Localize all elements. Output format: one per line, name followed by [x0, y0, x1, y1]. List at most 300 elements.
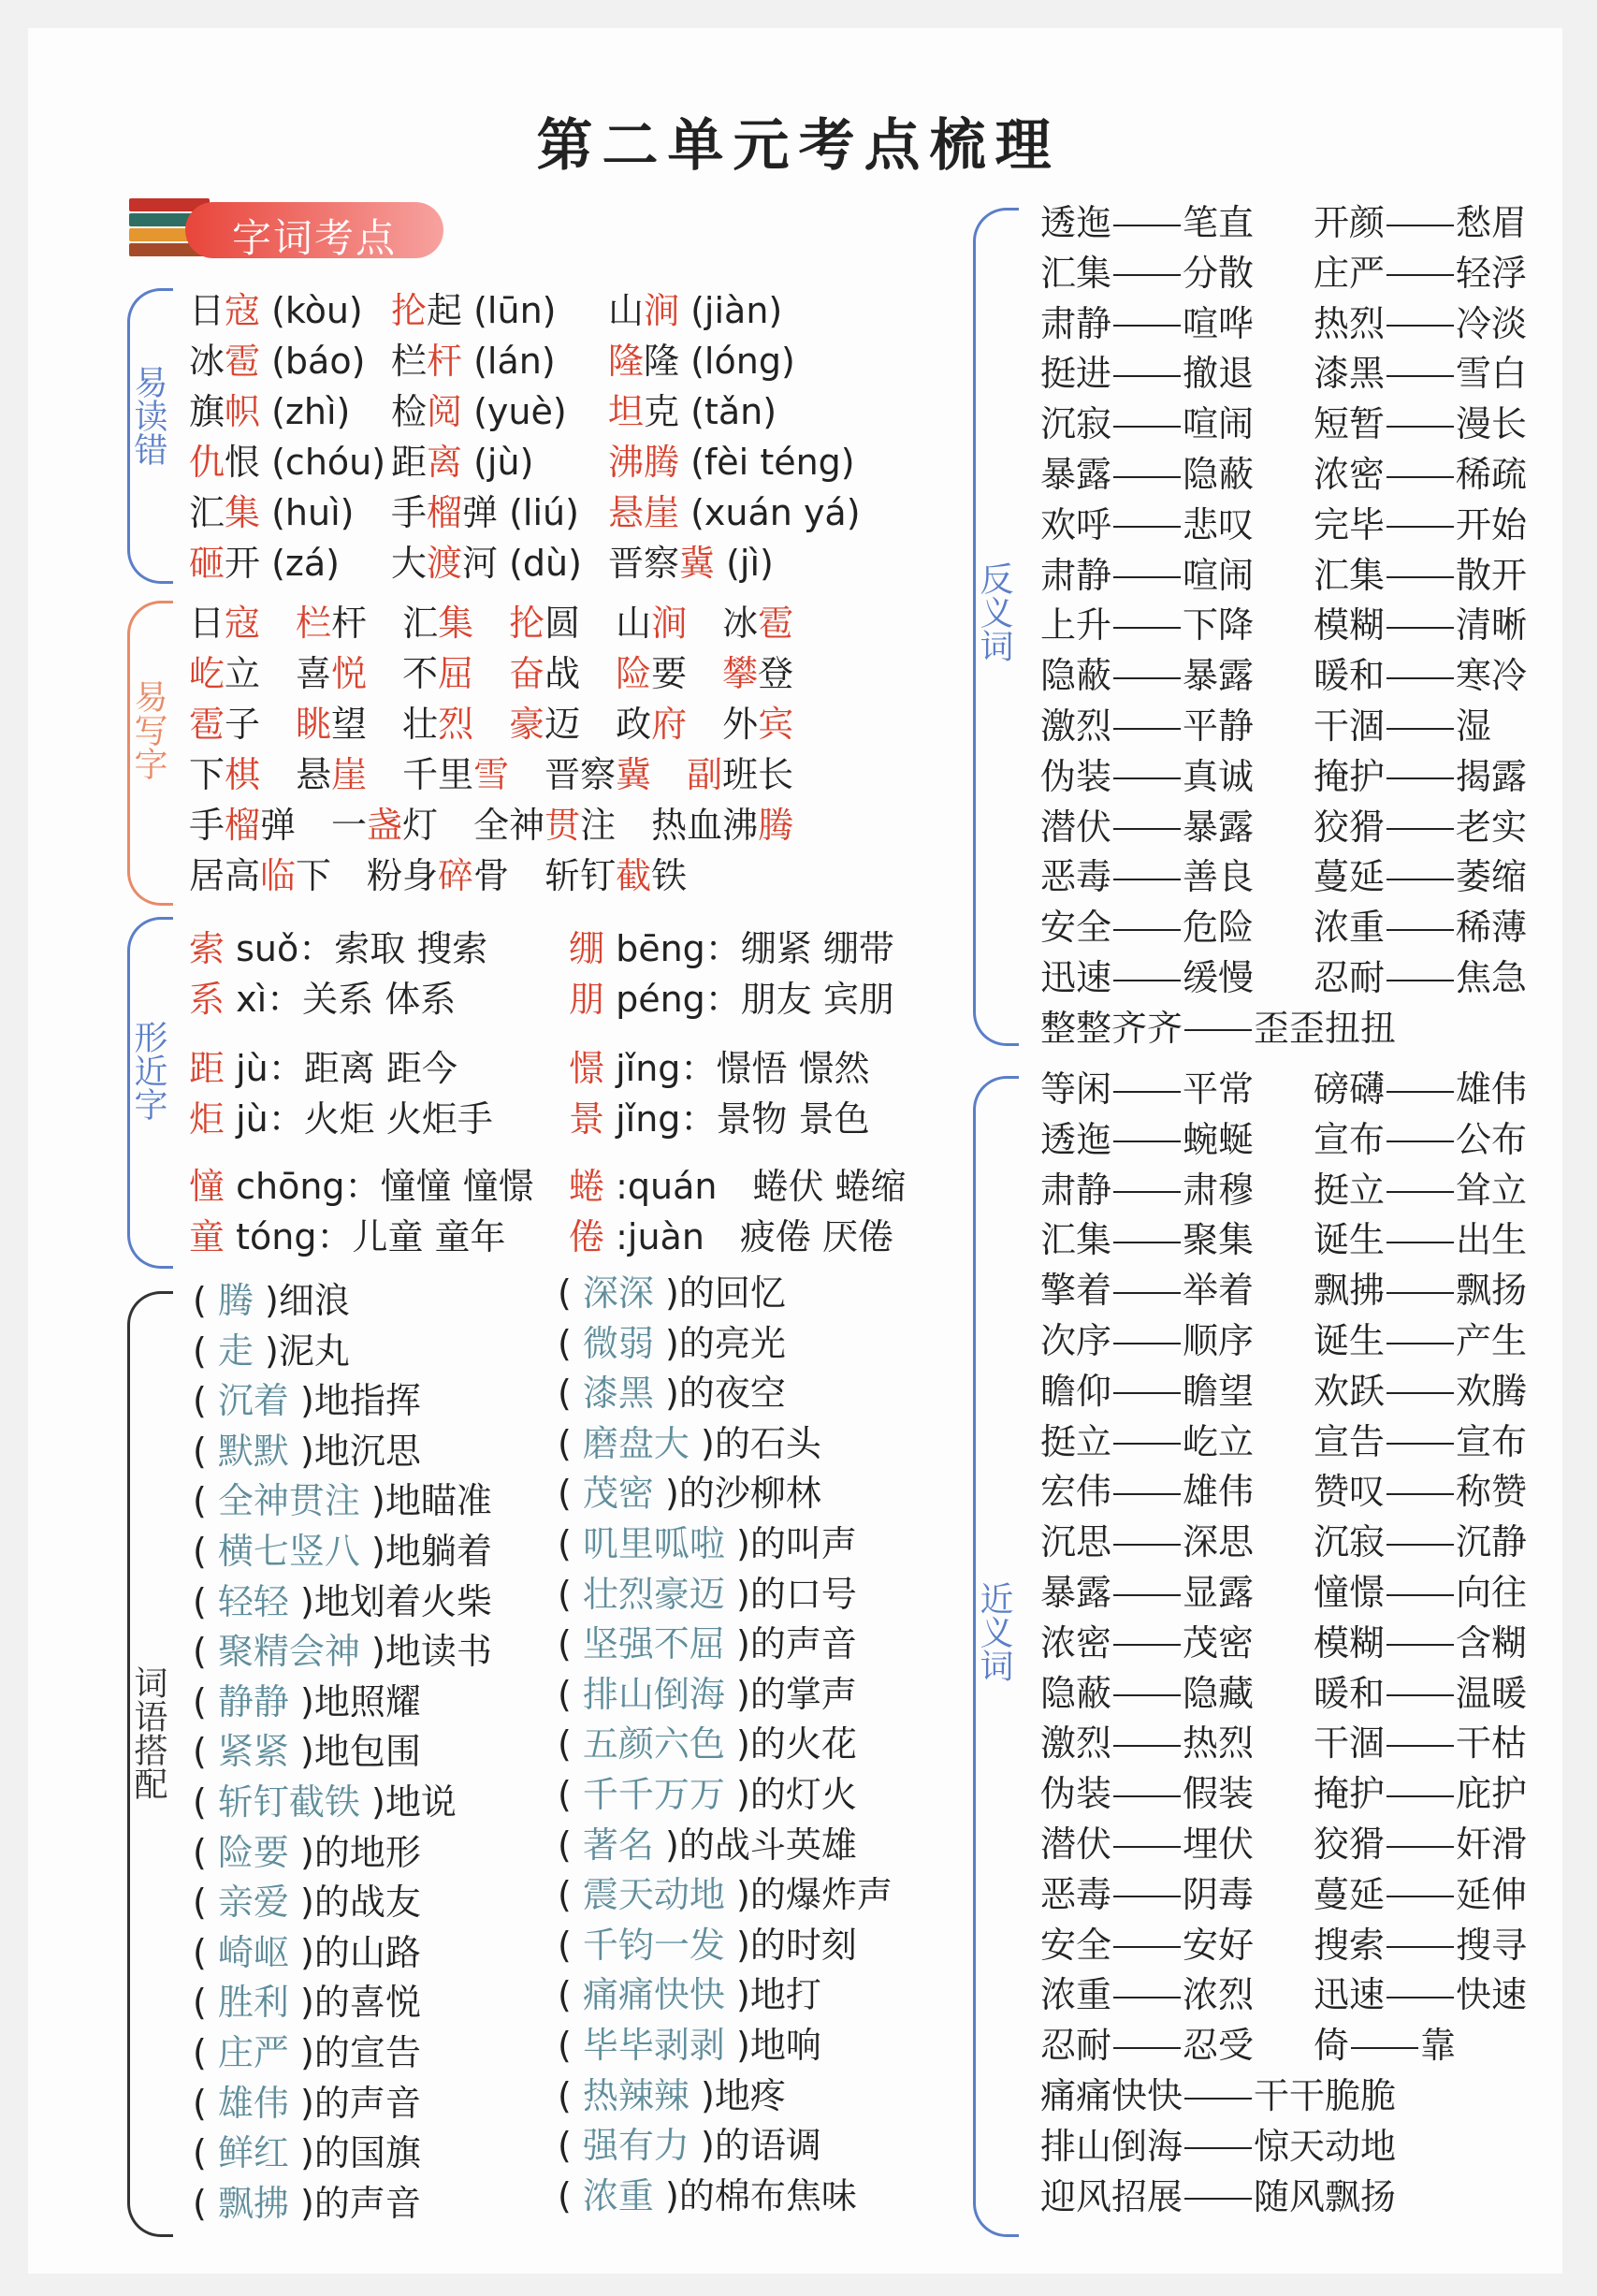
word: 歪歪扭扭 — [1254, 1007, 1397, 1049]
dash-line — [1386, 1191, 1454, 1193]
synonym-pair — [1314, 1419, 1527, 1464]
collocation-right — [558, 1872, 893, 1917]
synonym-pair — [1314, 1620, 1527, 1665]
word: 蔓延 — [1314, 1873, 1386, 1915]
plain-text: 弹 一 — [260, 805, 368, 846]
synonym-pair — [1314, 2023, 1456, 2068]
paren: ) — [288, 1680, 314, 1722]
paren: ) — [288, 1831, 314, 1873]
answer: 痛痛快快 — [582, 1974, 725, 2016]
word: 温暖 — [1456, 1672, 1528, 1714]
synonym-pair — [1314, 1067, 1527, 1112]
word: 聚集 — [1183, 1219, 1255, 1261]
dash-line — [1113, 426, 1181, 428]
word: 喧哗 — [1183, 302, 1255, 344]
plain-text — [651, 754, 687, 795]
plain-text — [473, 603, 509, 644]
phrase: 地说 — [385, 1781, 457, 1823]
collocation-right — [558, 2173, 857, 2218]
plain-text: 手 — [189, 805, 225, 846]
word: 宣告 — [1314, 1420, 1386, 1462]
collocation-left — [193, 1679, 421, 1724]
word: 散开 — [1456, 554, 1528, 596]
word: 隐藏 — [1183, 1672, 1255, 1714]
paren: ( — [193, 2182, 218, 2224]
synonym-pair — [1040, 1268, 1254, 1313]
yiducuo-item — [608, 288, 782, 333]
word: 汇集 — [1314, 554, 1386, 596]
highlight-char: 渡 — [427, 543, 463, 584]
collocation-right — [558, 1471, 821, 1516]
answer: 坚强不屈 — [582, 1623, 725, 1665]
paren: ) — [253, 1330, 279, 1372]
char: 寇 — [225, 290, 261, 331]
paren: ( — [558, 2125, 583, 2167]
xingjinzi-item — [569, 1214, 893, 1259]
pinyin: (chóu) — [260, 442, 386, 483]
dash-line — [1113, 980, 1181, 981]
label-yixiezi: 易写字 — [129, 679, 167, 780]
word: 浓重 — [1314, 907, 1386, 949]
highlight-char: 屹 — [189, 653, 225, 694]
answer: 强有力 — [582, 2125, 690, 2167]
phrase: 的喜悦 — [313, 1982, 421, 2024]
synonym-pair — [1040, 1067, 1254, 1112]
antonym-pair — [1040, 603, 1254, 647]
word: 漆黑 — [1314, 353, 1386, 395]
char: 隆 — [644, 341, 680, 382]
paren: ( — [558, 2174, 583, 2216]
highlight-char: 截 — [616, 855, 652, 896]
word: 隐蔽 — [1040, 655, 1112, 697]
word: 下降 — [1183, 604, 1255, 647]
phrase: 地包围 — [313, 1731, 421, 1773]
yiducuo-item — [608, 490, 861, 535]
answer: 千钧一发 — [582, 1924, 725, 1966]
word: 排山倒海 — [1040, 2125, 1183, 2167]
synonym-pair — [1040, 1771, 1254, 1816]
antonym-pair — [1314, 502, 1527, 547]
answer: 深深 — [582, 1272, 654, 1314]
highlight-char: 童 — [189, 1216, 225, 1257]
word: 雄伟 — [1456, 1068, 1528, 1110]
plain-text: 班长 — [722, 754, 794, 795]
word: 汇集 — [1040, 1219, 1112, 1261]
highlight-char: 栏 — [296, 603, 332, 644]
antonym-pair — [1040, 301, 1254, 346]
word: 萎缩 — [1456, 856, 1528, 898]
char: 坦 — [608, 391, 645, 432]
word: 冷淡 — [1456, 302, 1528, 344]
synonym-pair — [1314, 1519, 1527, 1564]
dash-line — [1386, 929, 1454, 931]
word: 深思 — [1183, 1521, 1255, 1563]
dash-line — [1184, 2098, 1252, 2100]
char: 冰 — [189, 341, 225, 382]
antonym-pair — [1040, 653, 1254, 698]
paren: ( — [558, 1623, 583, 1665]
synonym-pair — [1314, 1822, 1527, 1867]
word: 模糊 — [1314, 1621, 1386, 1664]
word: 延伸 — [1456, 1873, 1528, 1915]
answer: 腾 — [217, 1280, 254, 1321]
word: 上升 — [1040, 604, 1112, 647]
word: 蔓延 — [1314, 856, 1386, 898]
highlight-char: 悦 — [331, 653, 368, 694]
plain-text: 日 — [189, 603, 225, 644]
word: 漫长 — [1456, 403, 1528, 445]
paren: ) — [689, 1422, 715, 1464]
yiducuo-item — [189, 339, 365, 384]
antonym-pair — [1040, 452, 1254, 497]
explanation: xì：关系 体系 — [225, 979, 457, 1020]
highlight-char: 盏 — [367, 805, 403, 846]
dash-line — [1386, 828, 1454, 830]
xingjinzi-item — [189, 1097, 493, 1141]
word: 顺序 — [1183, 1320, 1255, 1361]
word: 安好 — [1183, 1924, 1255, 1966]
phrase: 的口号 — [749, 1573, 857, 1615]
synonym-pair — [1040, 1469, 1254, 1514]
word: 忍受 — [1183, 2025, 1255, 2067]
plain-text: 杆 汇 — [331, 603, 439, 644]
word: 真诚 — [1183, 755, 1255, 797]
word: 悲叹 — [1183, 503, 1255, 545]
word: 公布 — [1456, 1118, 1528, 1160]
word: 善良 — [1183, 856, 1255, 898]
highlight-char: 奋 — [509, 653, 545, 694]
word: 搜索 — [1314, 1924, 1386, 1966]
word: 透迤 — [1040, 202, 1112, 243]
dash-line — [1113, 1594, 1181, 1596]
highlight-char: 憧 — [189, 1166, 225, 1207]
synonym-pair — [1314, 1168, 1527, 1213]
dash-line — [1113, 1443, 1181, 1445]
answer: 聚精会神 — [217, 1631, 360, 1673]
antonym-pair — [1314, 351, 1527, 396]
word: 宣布 — [1456, 1420, 1528, 1462]
paren: ( — [558, 1422, 583, 1464]
antonym-pair — [1314, 955, 1527, 1000]
synonym-pair — [1314, 1117, 1527, 1162]
paren: ) — [288, 2182, 314, 2224]
word: 宣布 — [1314, 1118, 1386, 1160]
label-yiducuo: 易读错 — [129, 365, 167, 466]
answer: 微弱 — [582, 1322, 654, 1364]
char: 汇 — [189, 492, 225, 533]
synonym-pair — [1314, 1469, 1527, 1514]
word: 沉寂 — [1314, 1521, 1386, 1563]
word: 老实 — [1456, 806, 1528, 848]
plain-text: 不 — [367, 653, 439, 694]
highlight-char: 景 — [569, 1098, 605, 1140]
paren: ) — [288, 1380, 314, 1422]
xingjinzi-item — [189, 1214, 506, 1259]
synonym-pair — [1040, 2073, 1396, 2118]
yiducuo-item — [189, 389, 350, 434]
xingjinzi-item — [189, 926, 487, 971]
pinyin: (lūn) — [462, 290, 557, 331]
paren: ) — [288, 1882, 314, 1924]
plain-text: 要 — [651, 653, 723, 694]
plain-char: 手 — [391, 492, 428, 533]
collocation-left — [193, 1729, 421, 1774]
synonym-pair — [1040, 1620, 1254, 1665]
dash-line — [1386, 1443, 1454, 1445]
char: 帜 — [225, 391, 261, 432]
highlight-char: 眺 — [296, 704, 332, 745]
word: 干涸 — [1314, 1722, 1386, 1765]
yixiezi-row — [189, 752, 793, 797]
word: 忍耐 — [1040, 2025, 1112, 2067]
collocation-right — [558, 2023, 821, 2068]
highlight-char: 榴 — [427, 492, 463, 533]
yixiezi-row — [189, 803, 793, 848]
explanation: :quán 蜷伏 蜷缩 — [604, 1166, 907, 1207]
word: 潜伏 — [1040, 1824, 1112, 1865]
synonym-pair — [1314, 1217, 1527, 1262]
yiducuo-item — [391, 440, 533, 485]
highlight-char: 豪 — [509, 704, 545, 745]
synonym-pair — [1314, 1671, 1527, 1716]
antonym-pair — [1314, 704, 1491, 748]
paren: ( — [558, 1322, 583, 1364]
highlight-char: 雪 — [473, 754, 510, 795]
plain-text: 冰 — [687, 603, 759, 644]
phrase: 的战友 — [313, 1882, 421, 1924]
pinyin: (kòu) — [260, 290, 363, 331]
answer: 全神贯注 — [217, 1480, 360, 1522]
dash-line — [1386, 1292, 1454, 1294]
word: 庄严 — [1314, 252, 1386, 294]
antonym-pair — [1040, 905, 1254, 950]
char: 日 — [189, 290, 225, 331]
plain-text: 注 热血沸 — [580, 805, 759, 846]
collocation-right — [558, 1621, 857, 1666]
word: 伪装 — [1040, 755, 1112, 797]
synonym-pair — [1040, 2023, 1254, 2068]
dash-line — [1386, 1795, 1454, 1797]
word: 危险 — [1183, 907, 1255, 949]
paren: ) — [288, 2082, 314, 2124]
paren: ( — [558, 1824, 583, 1866]
dash-line — [1386, 777, 1454, 779]
pinyin: (tǎn) — [679, 391, 777, 432]
word: 透迤 — [1040, 1118, 1112, 1160]
phrase: 地指挥 — [313, 1380, 421, 1422]
paren: ) — [359, 1480, 385, 1522]
word: 愁眉 — [1456, 202, 1528, 243]
synonym-pair — [1314, 1771, 1527, 1816]
highlight-char: 攀 — [722, 653, 759, 694]
yiducuo-item — [391, 541, 582, 586]
pinyin: (jì) — [715, 543, 774, 584]
collocation-right — [558, 2073, 786, 2118]
phrase: 的声音 — [313, 2182, 421, 2224]
paren: ) — [288, 1580, 314, 1622]
char: 恨 — [225, 442, 261, 483]
paren: ( — [558, 1924, 583, 1966]
word: 磅礴 — [1314, 1068, 1386, 1110]
pinyin: (jù) — [462, 442, 534, 483]
highlight-char: 雹 — [189, 704, 225, 745]
antonym-pair — [1314, 905, 1527, 950]
collocation-left — [193, 1278, 350, 1323]
synonym-pair — [1314, 1721, 1527, 1766]
pinyin: (fèi téng) — [679, 442, 855, 483]
highlight-char: 贯 — [544, 805, 581, 846]
pinyin: 弹 (liú) — [462, 492, 579, 533]
antonym-pair — [1040, 805, 1254, 850]
highlight-char: 烈 — [438, 704, 474, 745]
antonym-pair — [1314, 251, 1527, 296]
word: 开颜 — [1314, 202, 1386, 243]
word: 狡猾 — [1314, 806, 1386, 848]
yixiezi-row — [189, 651, 793, 696]
dash-line — [1113, 1392, 1181, 1394]
highlight-char: 集 — [438, 603, 474, 644]
plain-char: 大 — [391, 543, 428, 584]
explanation: tóng：儿童 童年 — [225, 1216, 506, 1257]
highlight-char: 寇 — [225, 603, 261, 644]
collocation-left — [193, 1980, 421, 2025]
dash-line — [1386, 1745, 1454, 1747]
highlight-char: 碎 — [438, 855, 474, 896]
paren: ) — [359, 1531, 385, 1572]
collocation-left — [193, 2181, 421, 2226]
word: 随风飘扬 — [1254, 2175, 1397, 2217]
dash-line — [1184, 1029, 1252, 1031]
highlight-char: 悬崖 — [608, 492, 680, 533]
word: 显露 — [1183, 1572, 1255, 1613]
word: 分散 — [1183, 252, 1255, 294]
highlight-char: 冀 — [616, 754, 652, 795]
word: 屹立 — [1183, 1420, 1255, 1462]
word: 肃静 — [1040, 1169, 1112, 1211]
antonym-pair — [1040, 704, 1254, 748]
plain-text — [473, 704, 509, 745]
highlight-char: 索 — [189, 928, 225, 969]
phrase: 的声音 — [749, 1623, 857, 1665]
word: 暴露 — [1040, 454, 1112, 495]
paren: ( — [193, 1280, 218, 1321]
word: 平静 — [1183, 705, 1255, 747]
char: 栏 — [391, 341, 428, 382]
char: 阅 — [427, 391, 463, 432]
paren: ( — [193, 1731, 218, 1773]
word: 雄伟 — [1183, 1471, 1255, 1513]
antonym-pair — [1314, 754, 1527, 799]
paren: ) — [689, 2074, 715, 2116]
char: 检 — [391, 391, 428, 432]
word: 欢呼 — [1040, 503, 1112, 545]
highlight-char: 榴 — [225, 805, 261, 846]
word: 宏伟 — [1040, 1471, 1112, 1513]
word: 干涸 — [1314, 705, 1386, 747]
paren: ) — [359, 1631, 385, 1673]
label-fanyici: 反义词 — [975, 561, 1013, 662]
collocation-left — [193, 2130, 421, 2175]
synonym-pair — [1314, 1872, 1527, 1917]
highlight-char: 棋 — [225, 754, 261, 795]
word: 激烈 — [1040, 705, 1112, 747]
antonym-pair — [1314, 854, 1527, 899]
yiducuo-item — [189, 440, 385, 485]
yiducuo-item — [608, 339, 795, 384]
answer: 五颜六色 — [582, 1723, 725, 1766]
highlight-char: 副 — [687, 754, 723, 795]
phrase: 的回忆 — [678, 1272, 786, 1314]
answer: 斩钉截铁 — [217, 1781, 360, 1823]
paren: ( — [193, 1982, 218, 2024]
answer: 叽里呱啦 — [582, 1523, 725, 1564]
collocation-right — [558, 1972, 821, 2017]
answer: 飘拂 — [217, 2182, 289, 2224]
word: 飘扬 — [1456, 1270, 1528, 1312]
answer: 排山倒海 — [582, 1673, 725, 1715]
word: 肃静 — [1040, 554, 1112, 596]
collocation-left — [193, 1529, 492, 1574]
word: 平常 — [1183, 1068, 1255, 1110]
word: 稀薄 — [1456, 907, 1528, 949]
banner-label: 字词考点 — [232, 215, 398, 261]
yixiezi-row — [189, 702, 793, 747]
highlight-char: 炬 — [189, 1098, 225, 1140]
highlight-char: 蜷 — [569, 1166, 605, 1207]
phrase: 的石头 — [714, 1422, 821, 1464]
answer: 浓重 — [582, 2174, 654, 2216]
phrase: 的亮光 — [678, 1322, 786, 1364]
antonym-pair — [1040, 955, 1254, 1000]
plain-text: 晋察 — [509, 754, 617, 795]
dash-line — [1386, 1242, 1454, 1243]
xingjinzi-item — [189, 977, 456, 1022]
phrase: 的叫声 — [749, 1523, 857, 1564]
phrase: 的棉布焦味 — [678, 2174, 857, 2216]
dash-line — [1386, 274, 1454, 276]
paren: ) — [288, 1731, 314, 1773]
phrase: 的火花 — [749, 1723, 857, 1766]
dash-line — [1386, 728, 1454, 730]
paren: ) — [653, 1473, 679, 1515]
word: 诞生 — [1314, 1320, 1386, 1361]
label-ciyudapei: 词语搭配 — [129, 1665, 167, 1800]
paren: ( — [558, 1874, 583, 1916]
plain-text: 下 粉身 — [296, 855, 439, 896]
collocation-right — [558, 1321, 786, 1366]
word: 伪装 — [1040, 1773, 1112, 1815]
word: 激烈 — [1040, 1722, 1112, 1765]
paren: ) — [653, 1824, 679, 1866]
yiducuo-item — [189, 541, 340, 586]
answer: 雄伟 — [217, 2082, 289, 2124]
paren: ( — [193, 1580, 218, 1622]
word: 靠 — [1420, 2025, 1457, 2067]
word: 挺立 — [1040, 1420, 1112, 1462]
word: 迎风招展 — [1040, 2175, 1183, 2217]
phrase: 的地形 — [313, 1831, 421, 1873]
word: 肃穆 — [1183, 1169, 1255, 1211]
synonym-pair — [1040, 1117, 1254, 1162]
dash-line — [1113, 929, 1181, 931]
synonym-pair — [1040, 1168, 1254, 1213]
synonym-pair — [1040, 1570, 1254, 1615]
highlight-char: 朋 — [569, 979, 605, 1020]
xingjinzi-item — [569, 1046, 870, 1091]
synonym-pair — [1314, 1369, 1527, 1414]
char: 旗 — [189, 391, 225, 432]
word: 掩护 — [1314, 1773, 1386, 1815]
